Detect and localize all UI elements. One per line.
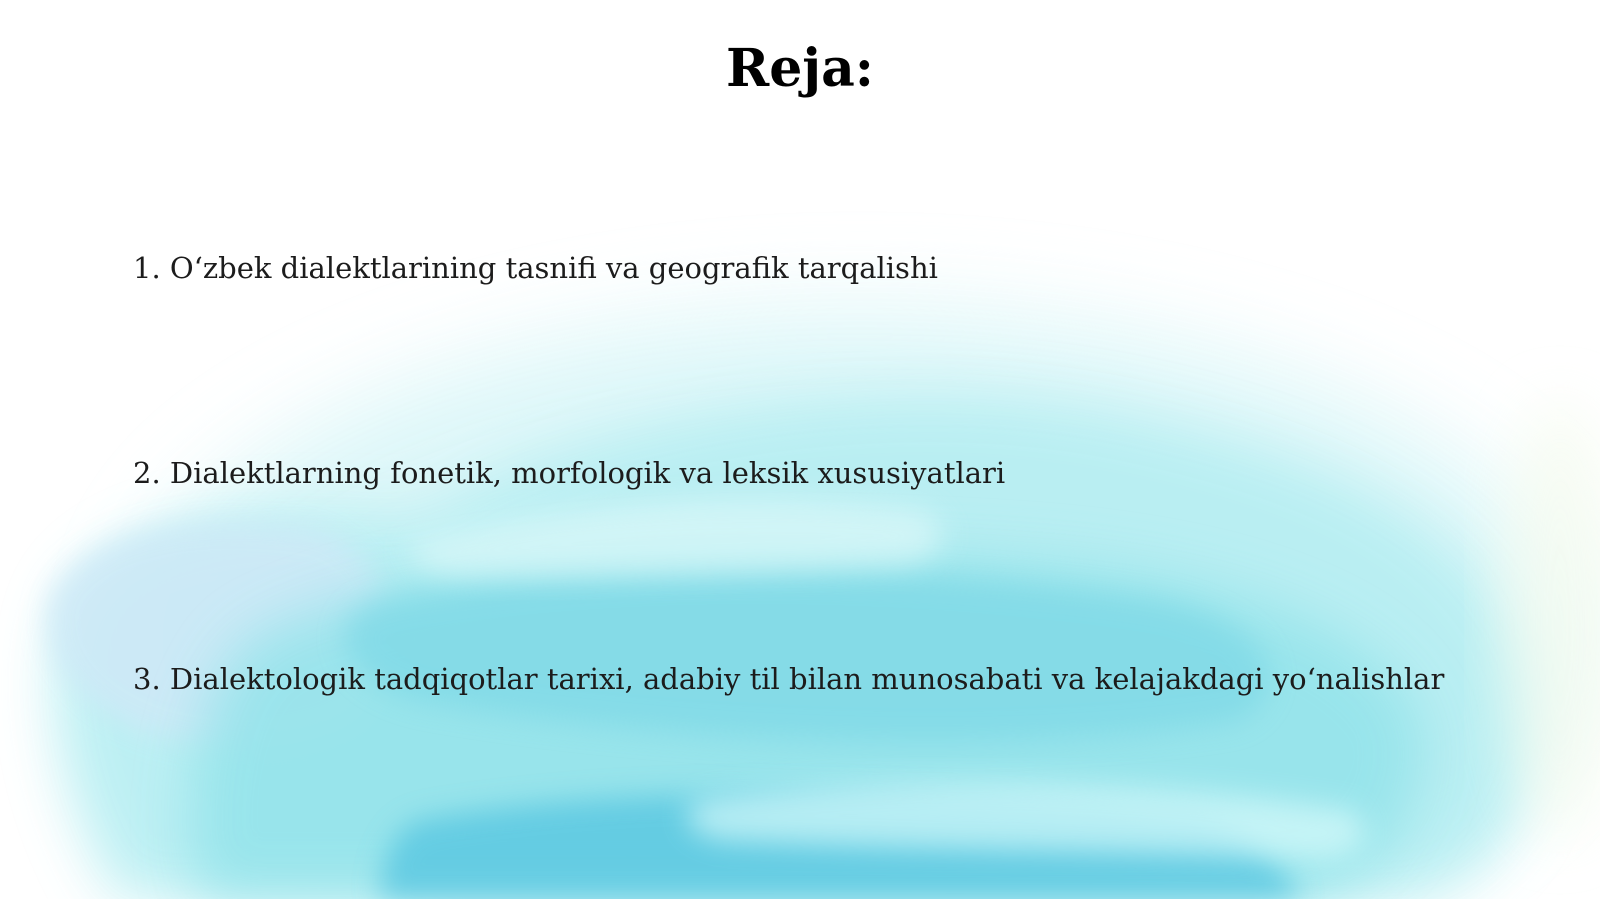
plan-item-2: 2. Dialektlarning fonetik, morfologik va leksik xususiyatlari: [133, 456, 1006, 490]
slide-title: Reja:: [725, 38, 874, 99]
plan-item-1: 1. O‘zbek dialektlarining tasnifi va geografik tarqalishi: [133, 251, 938, 285]
plan-item-3: 3. Dialektologik tadqiqotlar tarixi, adabiy til bilan munosabati va kelajakdagi yo‘nalishlar: [133, 662, 1445, 696]
